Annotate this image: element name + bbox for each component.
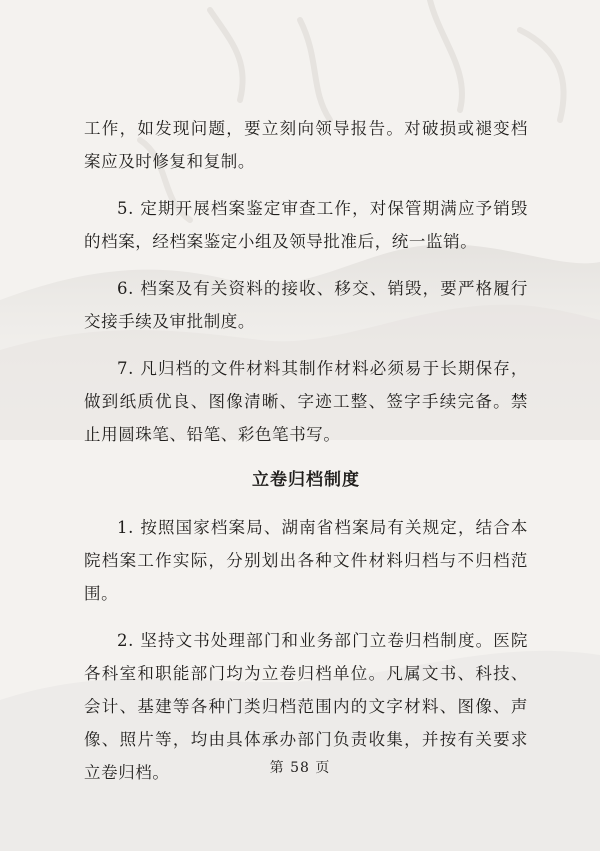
paragraph: 2. 坚持文书处理部门和业务部门立卷归档制度。医院各科室和职能部门均为立卷归档单位。凡属文书、科技、会计、基建等各种门类归档范围内的文字材料、图像、声像、照片等，均由具体承办部门负责收集，并按有关要求立卷归档。 xyxy=(84,631,528,782)
paragraph: 工作，如发现问题，要立刻向领导报告。对破损或褪变档案应及时修复和复制。 xyxy=(84,119,528,171)
page-number: 第 58 页 xyxy=(269,760,331,776)
paragraph: 5. 定期开展档案鉴定审查工作，对保管期满应予销毁的档案，经档案鉴定小组及领导批准后，统一监销。 xyxy=(84,199,528,251)
paragraph: 1. 按照国家档案局、湖南省档案局有关规定，结合本院档案工作实际，分别划出各种文件材料归档与不归档范围。 xyxy=(84,518,528,603)
document-body xyxy=(84,112,528,803)
paragraph: 6. 档案及有关资料的接收、移交、销毁，要严格履行交接手续及审批制度。 xyxy=(84,279,528,331)
paragraph: 7. 凡归档的文件材料其制作材料必须易于长期保存，做到纸质优良、图像清晰、字迹工整、签字手续完备。禁止用圆珠笔、铅笔、彩色笔书写。 xyxy=(84,359,528,444)
section-heading: 立卷归档制度 xyxy=(252,470,360,490)
